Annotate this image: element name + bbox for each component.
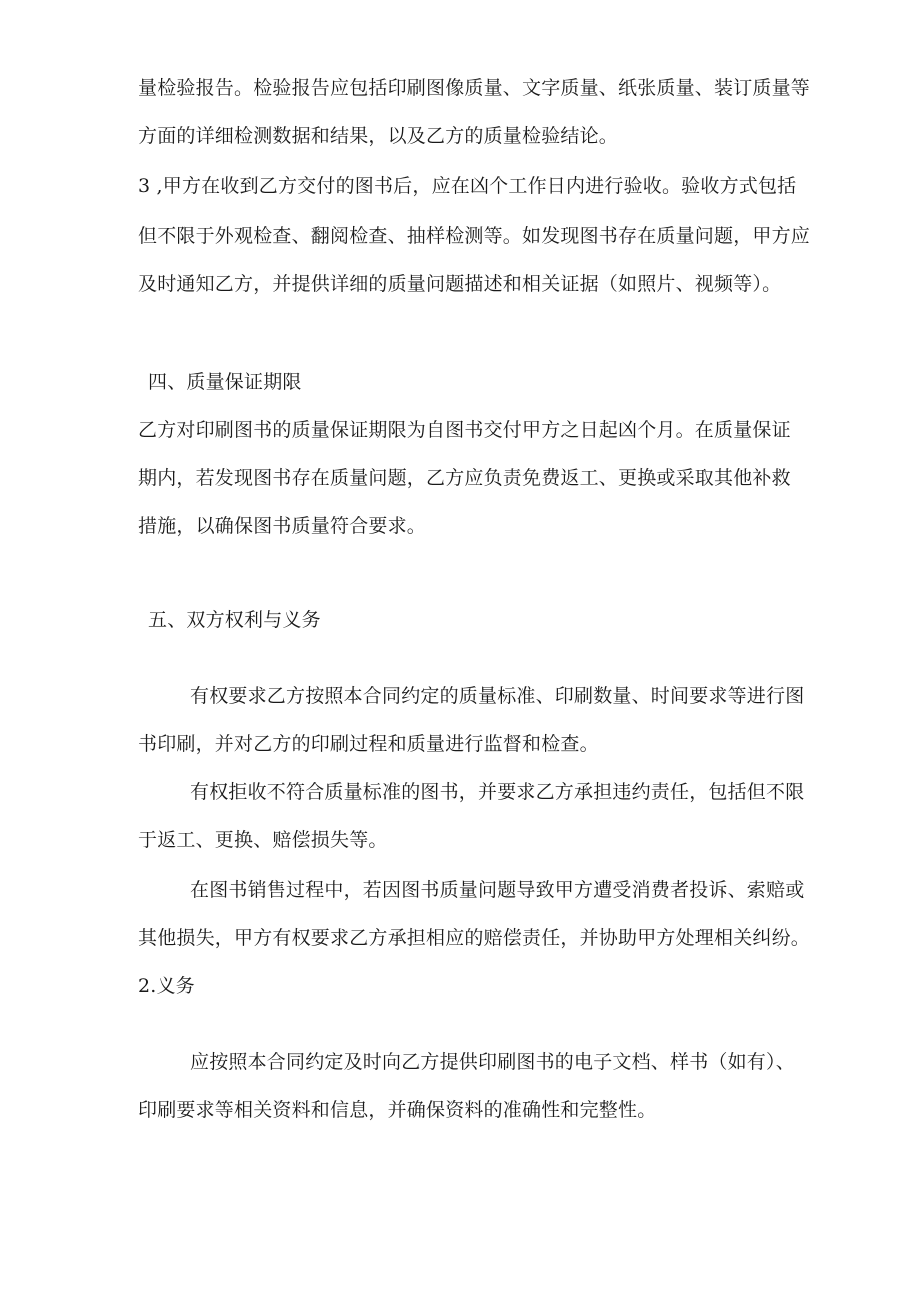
text-line: 有权要求乙方按照本合同约定的质量标准、印刷数量、时间要求等进行图 <box>190 685 805 707</box>
text-line: 乙方对印刷图书的质量保证期限为自图书交付甲方之日起凶个月。在质量保证 <box>138 419 791 441</box>
text-line: 方面的详细检测数据和结果，以及乙方的质量检验结论。 <box>138 125 619 147</box>
subsection-heading: 2.义务 <box>138 975 195 997</box>
text-line: 期内，若发现图书存在质量问题，乙方应负责免费返工、更换或采取其他补救 <box>138 467 791 489</box>
list-item-3: 3 ,甲方在收到乙方交付的图书后，应在凶个工作日内进行验收。验收方式包括 <box>138 175 797 197</box>
text-line: 于返工、更换、赔偿损失等。 <box>138 829 388 851</box>
text-line: 量检验报告。检验报告应包括印刷图像质量、文字质量、纸张质量、装订质量等 <box>138 77 811 99</box>
text-line: 书印刷，并对乙方的印刷过程和质量进行监督和检查。 <box>138 733 599 755</box>
text-line: 印刷要求等相关资料和信息，并确保资料的准确性和完整性。 <box>138 1099 657 1121</box>
section-heading-4: 四、质量保证期限 <box>148 371 302 393</box>
text-line: 其他损失，甲方有权要求乙方承担相应的赔偿责任，并协助甲方处理相关纠纷。 <box>138 927 811 949</box>
section-heading-5: 五、双方权利与义务 <box>148 609 321 631</box>
text-line: 但不限于外观检查、翻阅检查、抽样检测等。如发现图书存在质量问题，甲方应 <box>138 225 811 247</box>
text-line: 及时通知乙方，并提供详细的质量问题描述和相关证据（如照片、视频等）。 <box>138 273 782 295</box>
text-line: 有权拒收不符合质量标准的图书，并要求乙方承担违约责任，包括但不限 <box>190 781 805 803</box>
text-line: 应按照本合同约定及时向乙方提供印刷图书的电子文档、样书（如有）、 <box>190 1051 795 1073</box>
text-line: 在图书销售过程中，若因图书质量问题导致甲方遭受消费者投诉、索赔或 <box>190 879 805 901</box>
text-line: 措施，以确保图书质量符合要求。 <box>138 515 427 537</box>
